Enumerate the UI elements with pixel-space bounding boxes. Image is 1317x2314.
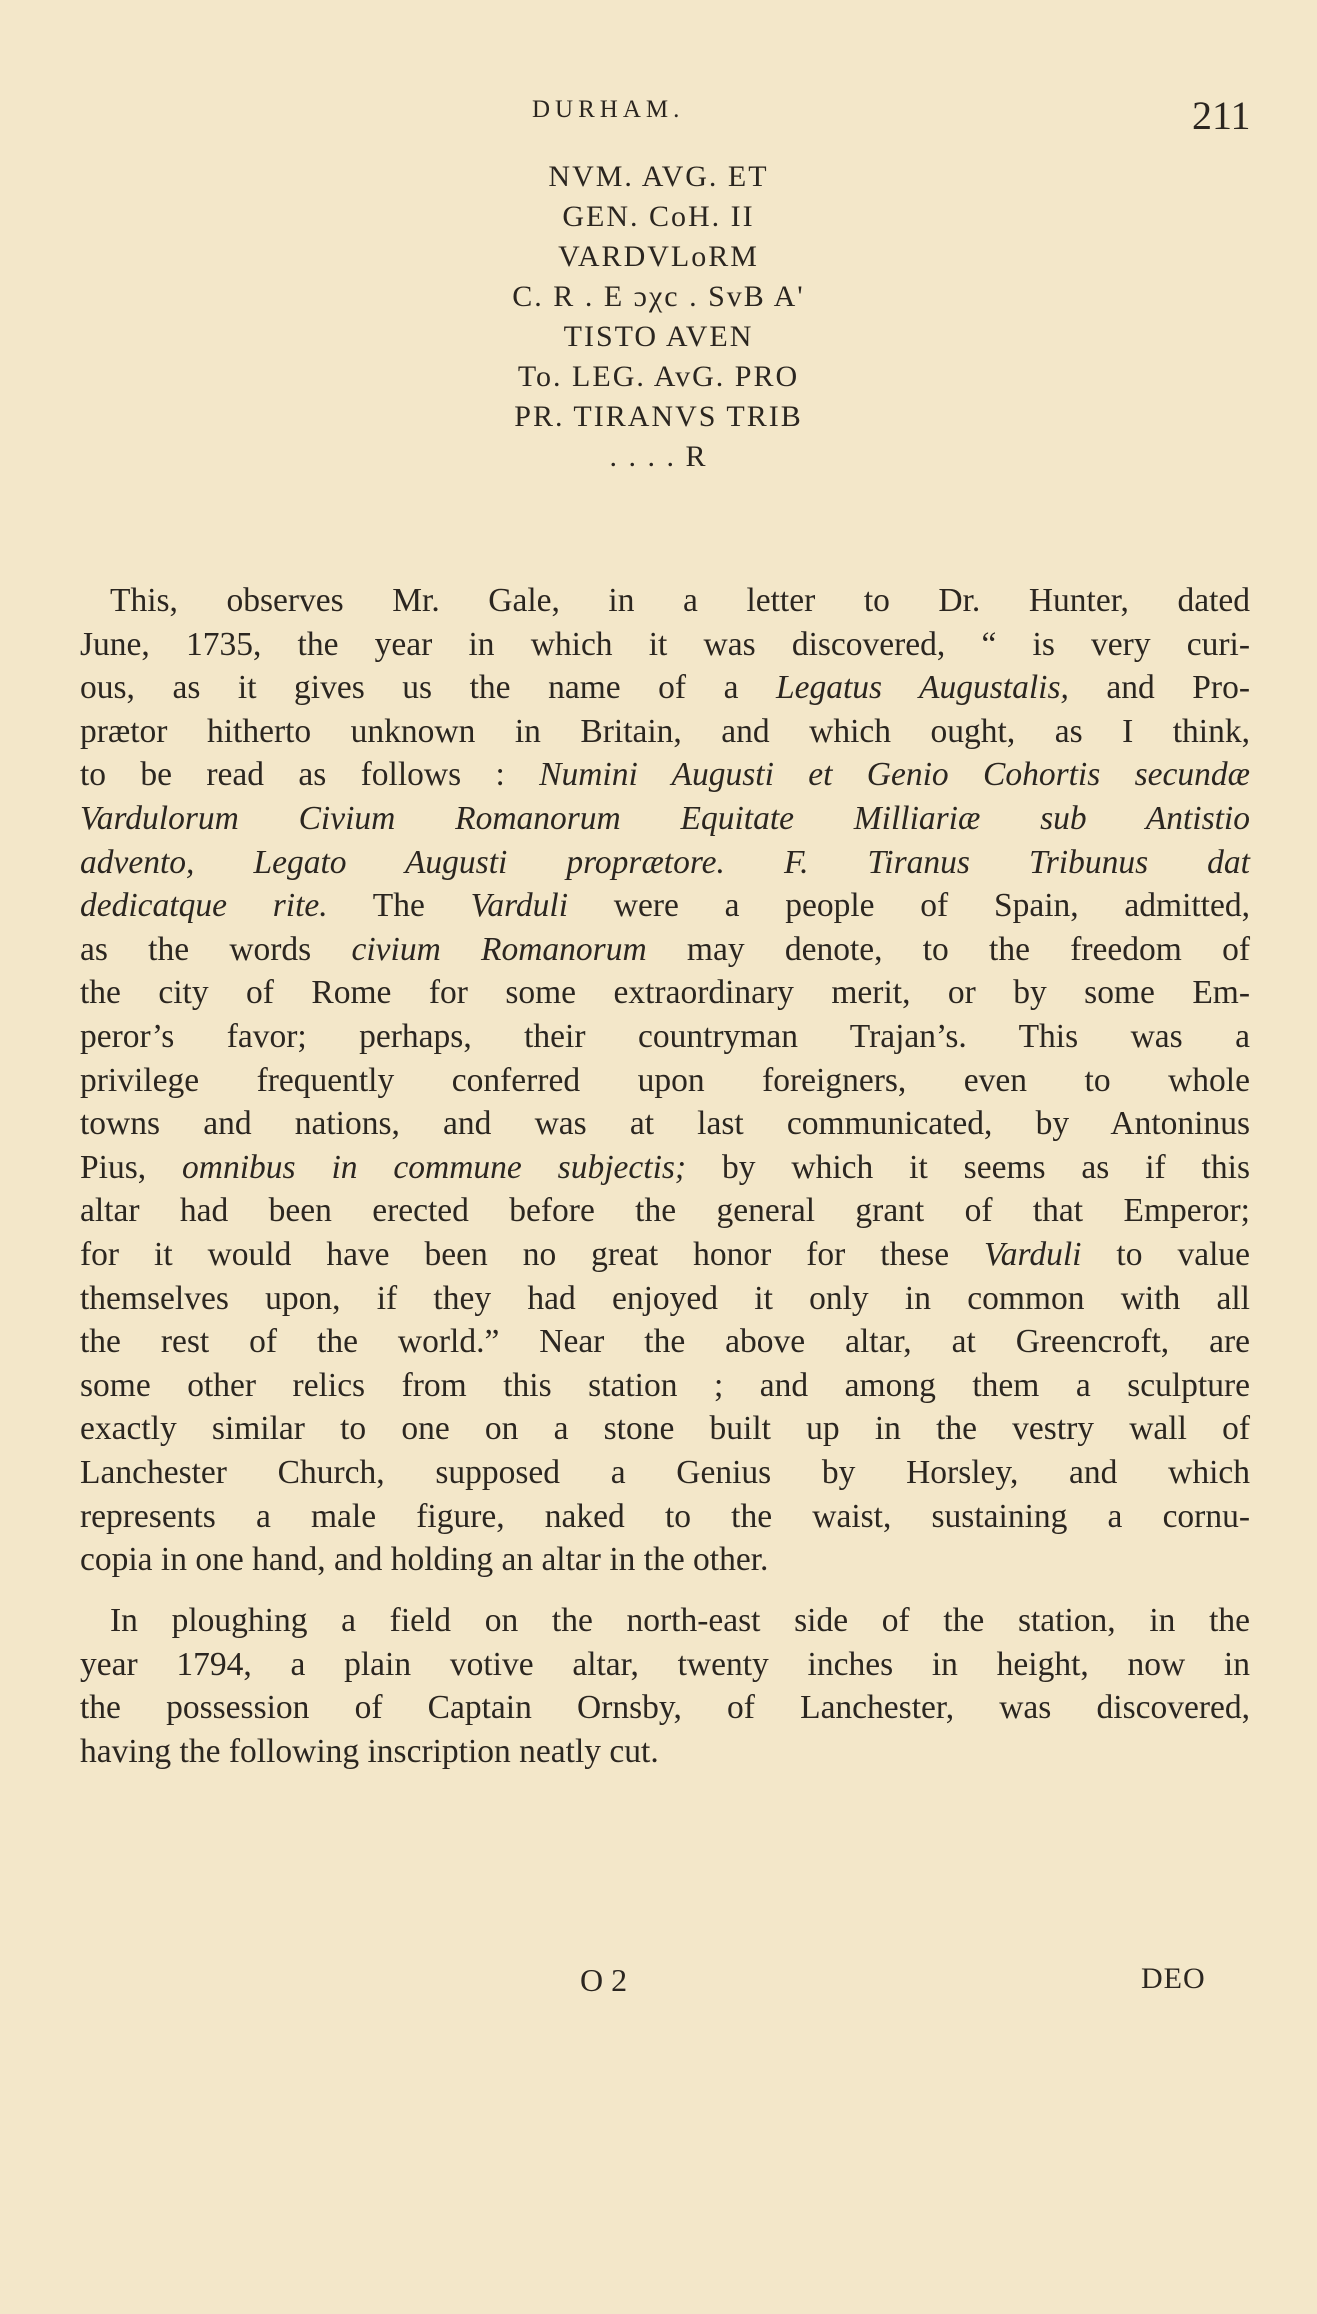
text-line (80, 1687, 1250, 1729)
inscription-line: PR. TIRANVS TRIB (514, 400, 803, 433)
text-segment: The (327, 887, 471, 925)
text-line (80, 711, 1250, 753)
text-line (80, 929, 1250, 971)
text-segment: represents a male figure, naked to the waist, sustaining a cornu- (80, 1497, 1250, 1535)
italic-text: advento, Legato Augusti proprætore. F. Tiranus Tribunus dat (80, 843, 1250, 881)
catchword: DEO (1141, 1962, 1206, 1995)
italic-text: Varduli (470, 887, 569, 925)
text-segment: the possession of Captain Ornsby, of Lanchester, was discovered, (80, 1689, 1250, 1727)
text-segment: themselves upon, if they had enjoyed it only in common with all (80, 1279, 1250, 1317)
italic-text: Vardulorum Civium Romanorum Equitate Milliariæ sub Antistio (80, 800, 1250, 837)
italic-text: Numini Augusti et Genio Cohortis secundæ (539, 756, 1250, 794)
text-segment: peror’s favor; perhaps, their countryman Trajan’s. This was a (80, 1018, 1250, 1055)
text-segment: Lanchester Church, supposed a Genius by Horsley, and which (80, 1454, 1250, 1491)
text-segment: year 1794, a plain votive altar, twenty inches in height, now in (80, 1645, 1250, 1683)
text-segment: by which it seems as if this (686, 1148, 1251, 1186)
text-line (80, 972, 1250, 1014)
italic-text: civium Romanorum (351, 930, 647, 968)
text-line (80, 1147, 1250, 1189)
text-segment: were a people of Spain, admitted, (568, 887, 1250, 925)
italic-text: omnibus in commune subjectis; (182, 1148, 687, 1186)
text-segment: to be read as follows : (80, 756, 540, 794)
text-line (80, 1278, 1250, 1320)
inscription-line: TISTO AVEN (563, 320, 754, 353)
inscription-line: VARDVLoRM (558, 240, 759, 273)
text-line (80, 624, 1250, 666)
text-segment: prætor hitherto unknown in Britain, and which ought, as I think, (80, 712, 1250, 750)
text-line (80, 885, 1250, 927)
text-segment: may denote, to the freedom of (646, 930, 1250, 968)
text-line (80, 1103, 1250, 1145)
text-line (80, 1496, 1250, 1538)
text-line (80, 667, 1250, 709)
signature-mark: O 2 (580, 1962, 628, 1998)
text-line (80, 1234, 1250, 1276)
text-line (80, 1016, 1250, 1058)
text-segment: towns and nations, and was at last communicated, by Antoninus (80, 1105, 1250, 1143)
text-line (80, 1321, 1250, 1363)
text-line (80, 1644, 1250, 1686)
text-segment: having the following inscription neatly cut. (80, 1732, 659, 1770)
italic-text: dedicatque rite. (80, 887, 328, 925)
text-line (110, 1600, 1250, 1642)
text-line (80, 754, 1250, 796)
text-segment: Pius, (80, 1148, 183, 1186)
page-number: 211 (1192, 93, 1251, 138)
text-segment: June, 1735, the year in which it was discovered, “ is very curi- (80, 625, 1250, 663)
text-segment: This, observes Mr. Gale, in a letter to Dr. Hunter, dated (110, 582, 1250, 619)
text-segment: for it would have been no great honor for these (80, 1236, 985, 1273)
inscription-line: NVM. AVG. ET (548, 160, 769, 193)
text-line (80, 1365, 1250, 1407)
text-segment: and Pro- (1068, 669, 1250, 707)
inscription-line: GEN. CoH. II (562, 200, 755, 233)
text-segment: ous, as it gives us the name of a (80, 669, 776, 707)
inscription-line: To. LEG. AvG. PRO (517, 360, 800, 393)
text-line (80, 842, 1250, 884)
text-segment: copia in one hand, and holding an altar in the other. (80, 1541, 769, 1579)
text-segment: altar had been erected before the general grant of that Emperor; (80, 1192, 1250, 1230)
text-segment: some other relics from this station ; and among them a sculpture (80, 1366, 1250, 1404)
text-segment: exactly similar to one on a stone built up in the vestry wall of (80, 1410, 1250, 1448)
text-segment: to value (1081, 1236, 1250, 1273)
inscription-line: . . . . R (609, 440, 708, 473)
text-line (80, 1731, 1250, 1773)
text-segment: as the words (80, 930, 352, 968)
text-segment: the city of Rome for some extraordinary merit, or by some Em- (80, 974, 1250, 1012)
text-line (80, 1452, 1250, 1494)
text-line (80, 1190, 1250, 1232)
inscription-line: C. R . E ɔχc . SvB A' (512, 280, 805, 313)
text-segment: the rest of the world.” Near the above altar, at Greencroft, are (80, 1323, 1250, 1361)
italic-text: Varduli (984, 1236, 1082, 1273)
text-line (80, 1060, 1250, 1102)
text-segment: In ploughing a field on the north-east side of the station, in the (110, 1602, 1250, 1639)
text-line (80, 798, 1250, 840)
text-line (110, 580, 1250, 622)
text-segment: privilege frequently conferred upon foreigners, even to whole (80, 1061, 1250, 1099)
text-line (80, 1539, 1250, 1581)
italic-text: Legatus Augustalis, (776, 669, 1069, 707)
running-head: DURHAM. (532, 96, 685, 123)
text-line (80, 1408, 1250, 1450)
